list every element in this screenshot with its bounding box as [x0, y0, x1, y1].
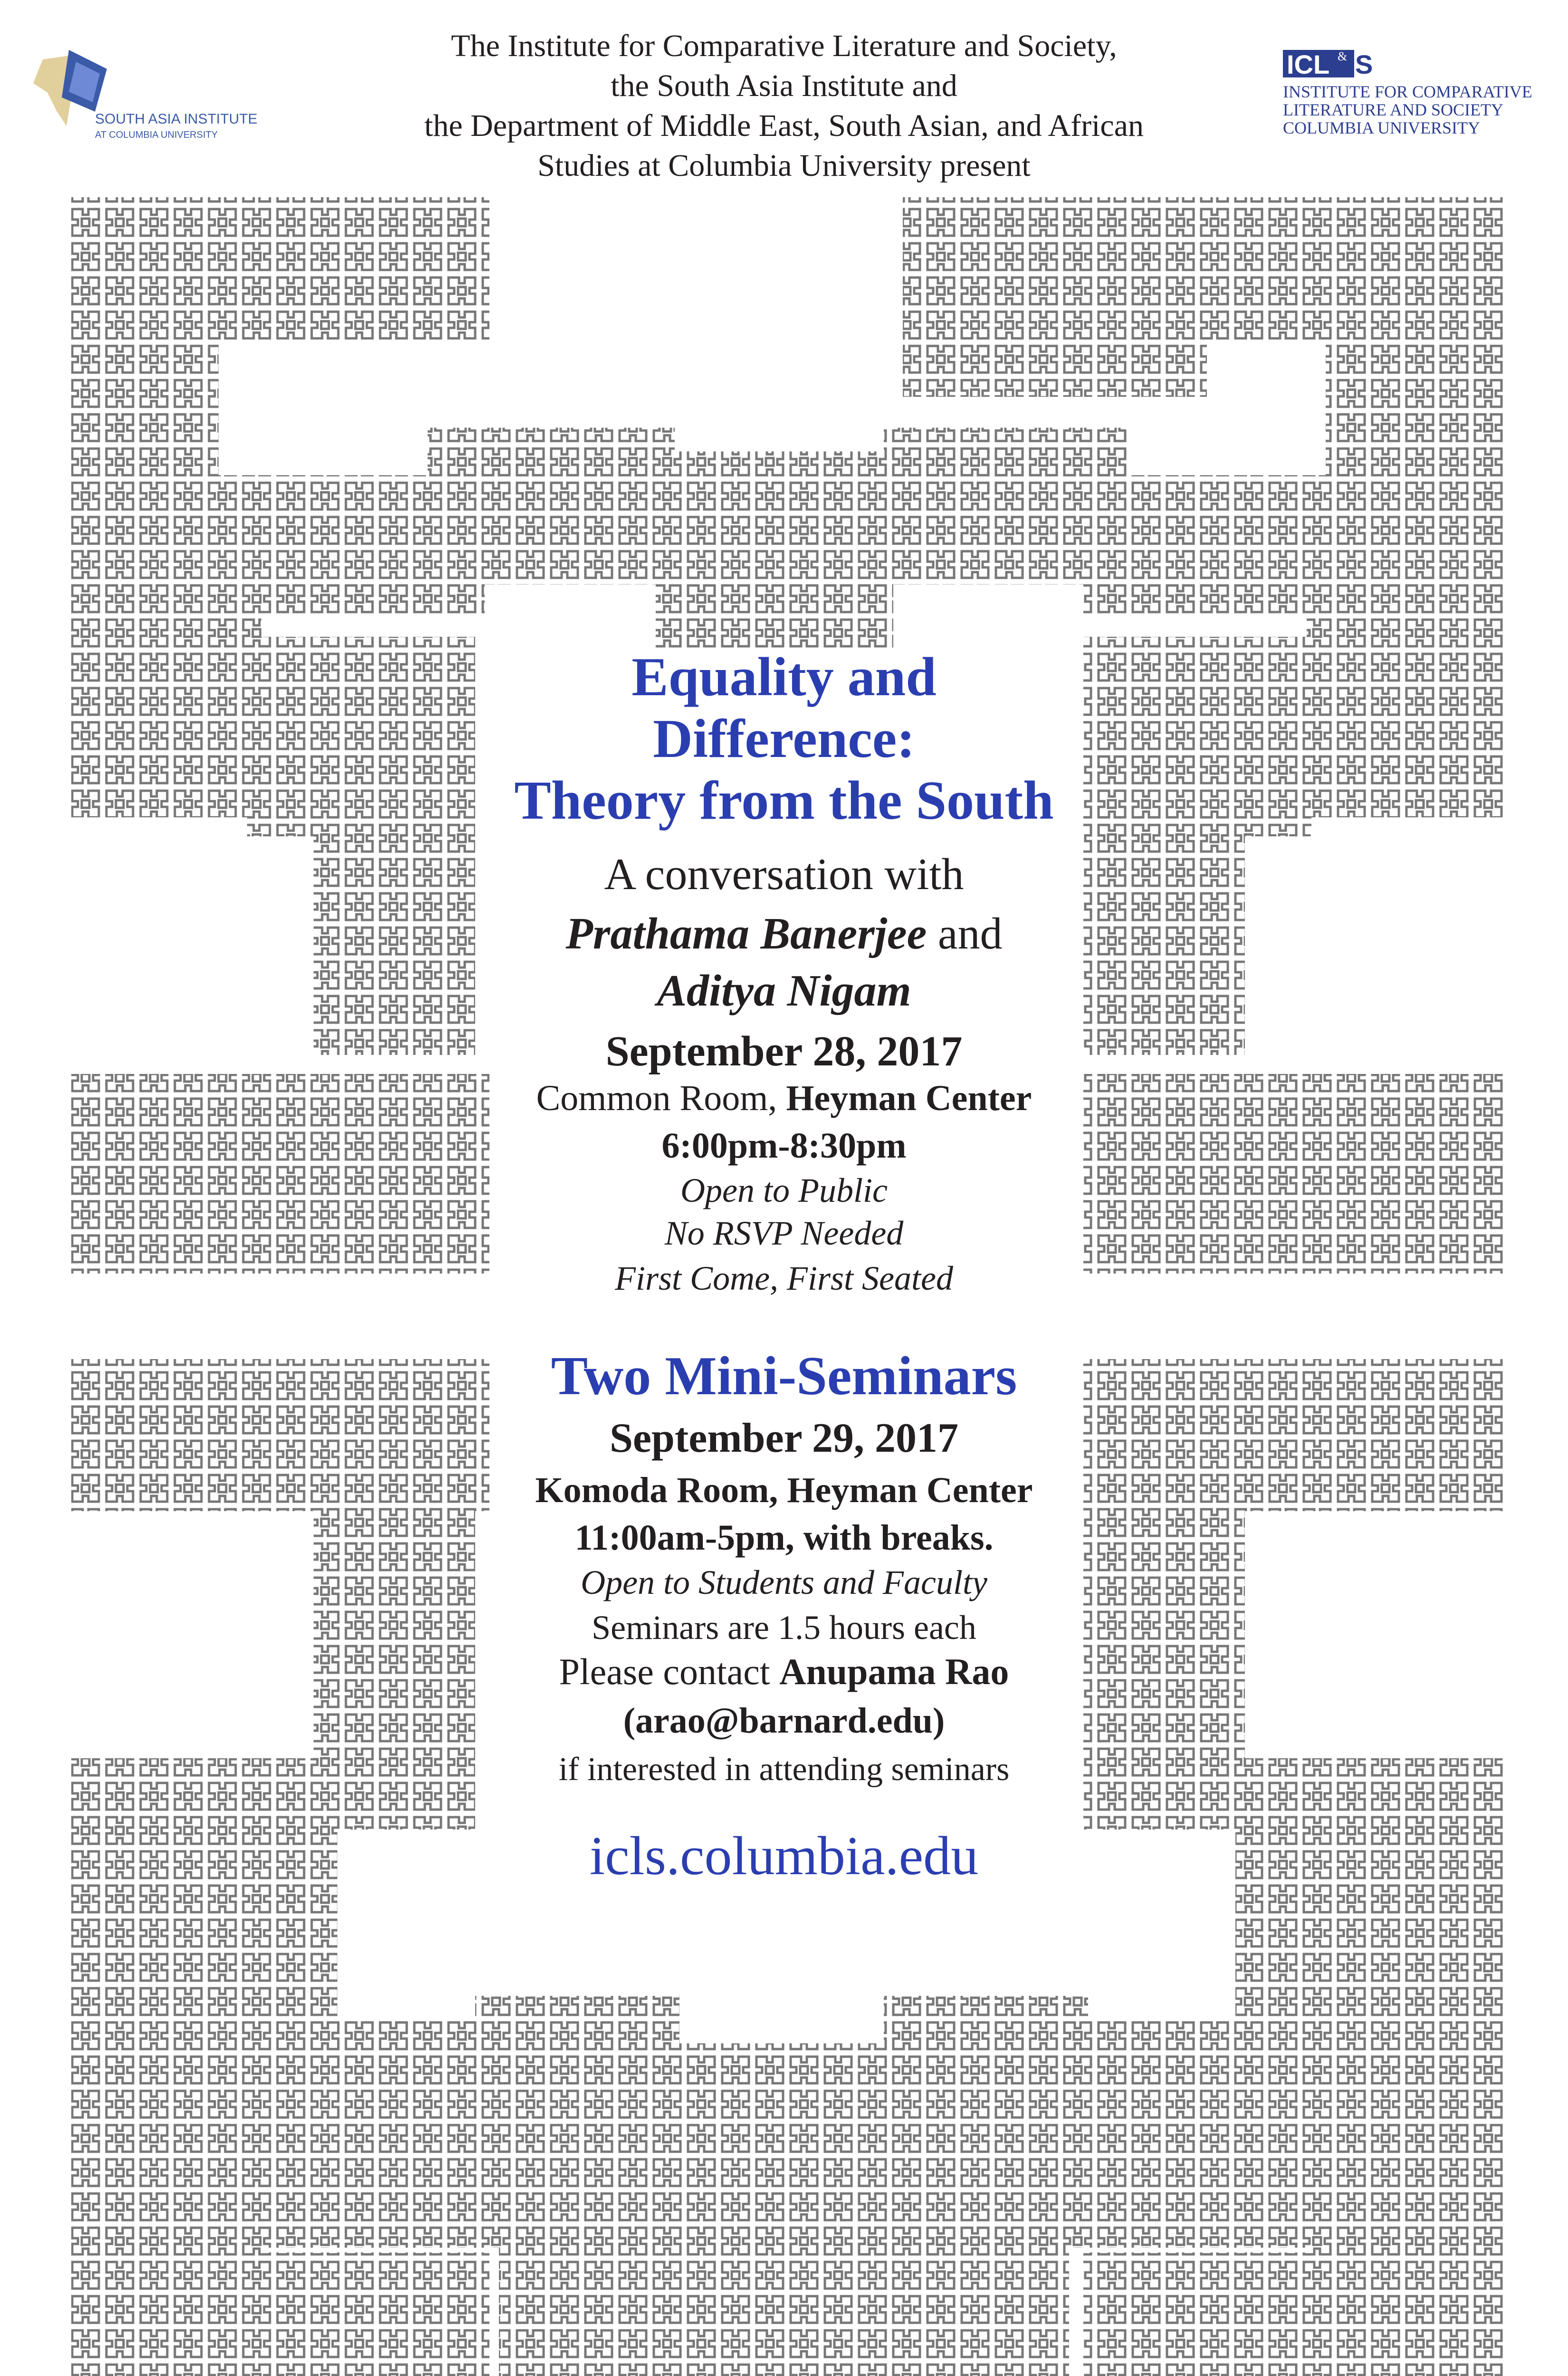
contact-prefix: Please contact	[559, 1651, 770, 1692]
icls-line2: LITERATURE AND SOCIETY	[1283, 100, 1503, 119]
contact-name: Anupama Rao	[779, 1651, 1009, 1692]
icls-mark-amp: &	[1338, 49, 1348, 63]
event1-room: Common Room,	[536, 1078, 777, 1118]
header-line-4: Studies at Columbia University present	[537, 148, 1031, 183]
event1-time: 6:00pm-8:30pm	[661, 1126, 907, 1166]
event2-date: September 29, 2017	[609, 1415, 959, 1461]
event1-location	[0, 1076, 1568, 1120]
header-line-3: the Department of Middle East, South Asian, and African	[424, 108, 1144, 143]
event2-contact	[0, 1649, 1568, 1695]
website-link[interactable]: icls.columbia.edu	[589, 1826, 979, 1887]
event2-time: 11:00am-5pm, with breaks.	[574, 1518, 994, 1558]
speaker2-name: Aditya Nigam	[657, 966, 911, 1016]
icls-mark-left: ICL	[1287, 49, 1330, 79]
header-line-2: the South Asia Institute and	[611, 68, 957, 103]
event1-title-line-2: Difference:	[653, 709, 915, 769]
icls-line1: INSTITUTE FOR COMPARATIVE	[1283, 82, 1532, 101]
event1-note-1: Open to Public	[680, 1171, 888, 1209]
event2-title: Two Mini-Seminars	[551, 1346, 1017, 1407]
speaker1-line	[0, 908, 1568, 960]
event1-date: September 28, 2017	[605, 1028, 963, 1075]
event1-note-2: No RSVP Needed	[664, 1214, 904, 1252]
speaker1-name: Prathama Banerjee	[565, 909, 927, 958]
icls-mark-right: S	[1355, 49, 1373, 79]
event1-note-3: First Come, First Seated	[615, 1259, 953, 1297]
icls-line3: COLUMBIA UNIVERSITY	[1283, 118, 1481, 137]
speaker-and: and	[937, 909, 1003, 958]
event1-venue: Heyman Center	[786, 1078, 1032, 1118]
sai-line2: AT COLUMBIA UNIVERSITY	[95, 130, 218, 140]
event1-title-line-3: Theory from the South	[514, 770, 1054, 831]
conversation-with: A conversation with	[604, 850, 964, 899]
event1-title-line-1: Equality and	[631, 647, 937, 708]
header-line-1: The Institute for Comparative Literature and Society,	[451, 29, 1117, 63]
sai-line1: SOUTH ASIA INSTITUTE	[95, 111, 258, 127]
contact-email[interactable]: (arao@barnard.edu)	[623, 1701, 945, 1741]
event2-duration: Seminars are 1.5 hours each	[592, 1609, 976, 1647]
event2-venue: Komoda Room, Heyman Center	[535, 1470, 1033, 1510]
contact-suffix: if interested in attending seminars	[558, 1751, 1010, 1788]
event2-audience: Open to Students and Faculty	[581, 1563, 987, 1601]
